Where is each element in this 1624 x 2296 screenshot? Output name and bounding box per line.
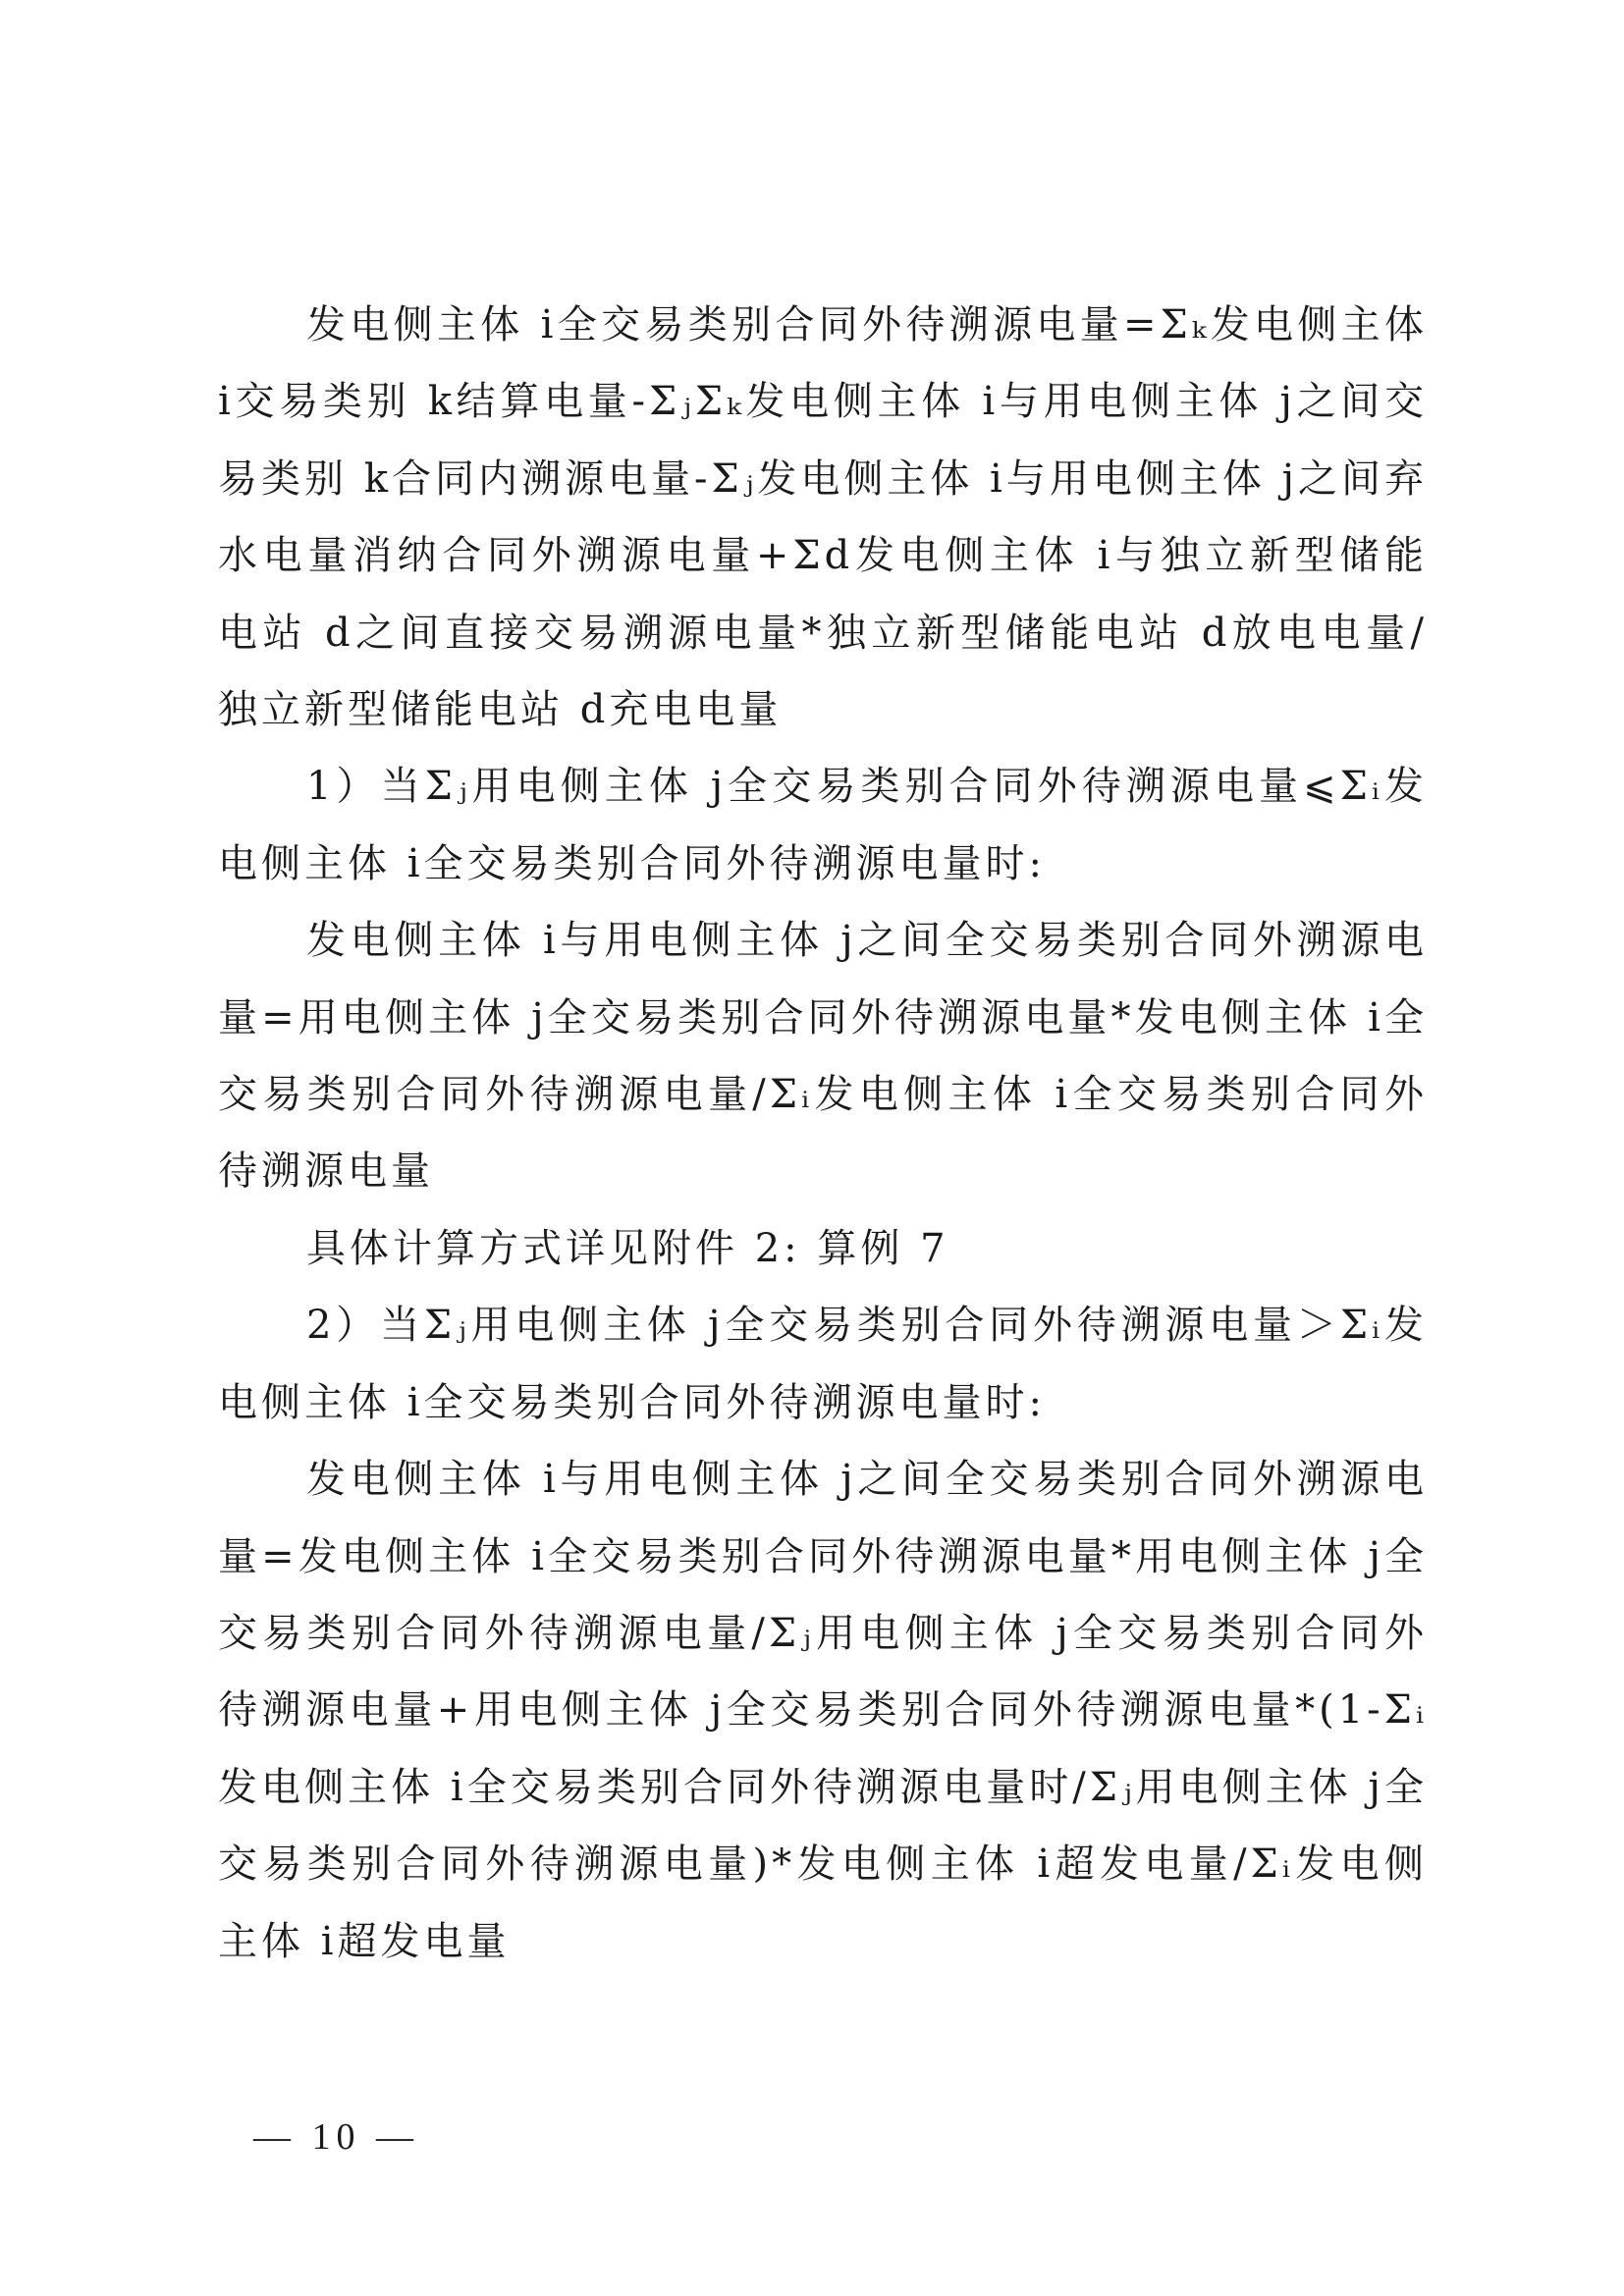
formula-paragraph-1: 发电侧主体 i全交易类别合同外待溯源电量=Σₖ发电侧主体 i交易类别 k结算电量-ΣⱼΣₖ发电侧主体 i与用电侧主体 j之间交易类别 k合同内溯源电量-Σⱼ发电侧主体 i与用电侧主体 j之间弃水电量消纳合同外溯源电量+Σd发电侧主体 i与独立新型储能电站 d之间直接交易溯源电量*独立新型储能电站 d放电电量/独立新型储能电站 d充电电量 <box>218 302 1428 733</box>
reference-paragraph: 具体计算方式详见附件 2: 算例 7 <box>306 1225 949 1271</box>
formula-paragraph-3: 发电侧主体 i与用电侧主体 j之间全交易类别合同外溯源电量=发电侧主体 i全交易类别合同外待溯源电量*用电侧主体 j全交易类别合同外待溯源电量/Σⱼ用电侧主体 j全交易类别合同外待溯源电量+用电侧主体 j全交易类别合同外待溯源电量*(1-Σᵢ发电侧主体 i全交易类别合同外待溯源电量时/Σⱼ用电侧主体 j全交易类别合同外待溯源电量)*发电侧主体 i超发电量/Σᵢ发电侧主体 i超发电量 <box>218 1457 1428 1964</box>
page-number: — 10 — <box>253 2116 419 2158</box>
condition-paragraph-1: 1）当Σⱼ用电侧主体 j全交易类别合同外待溯源电量⩽Σᵢ发电侧主体 i全交易类别合同外待溯源电量时: <box>218 764 1428 886</box>
formula-paragraph-2: 发电侧主体 i与用电侧主体 j之间全交易类别合同外溯源电量=用电侧主体 j全交易类别合同外待溯源电量*发电侧主体 i全交易类别合同外待溯源电量/Σᵢ发电侧主体 i全交易类别合同外待溯源电量 <box>218 918 1428 1195</box>
condition-paragraph-2: 2）当Σⱼ用电侧主体 j全交易类别合同外待溯源电量＞Σᵢ发电侧主体 i全交易类别合同外待溯源电量时: <box>218 1303 1428 1425</box>
body-text <box>218 287 1428 1980</box>
